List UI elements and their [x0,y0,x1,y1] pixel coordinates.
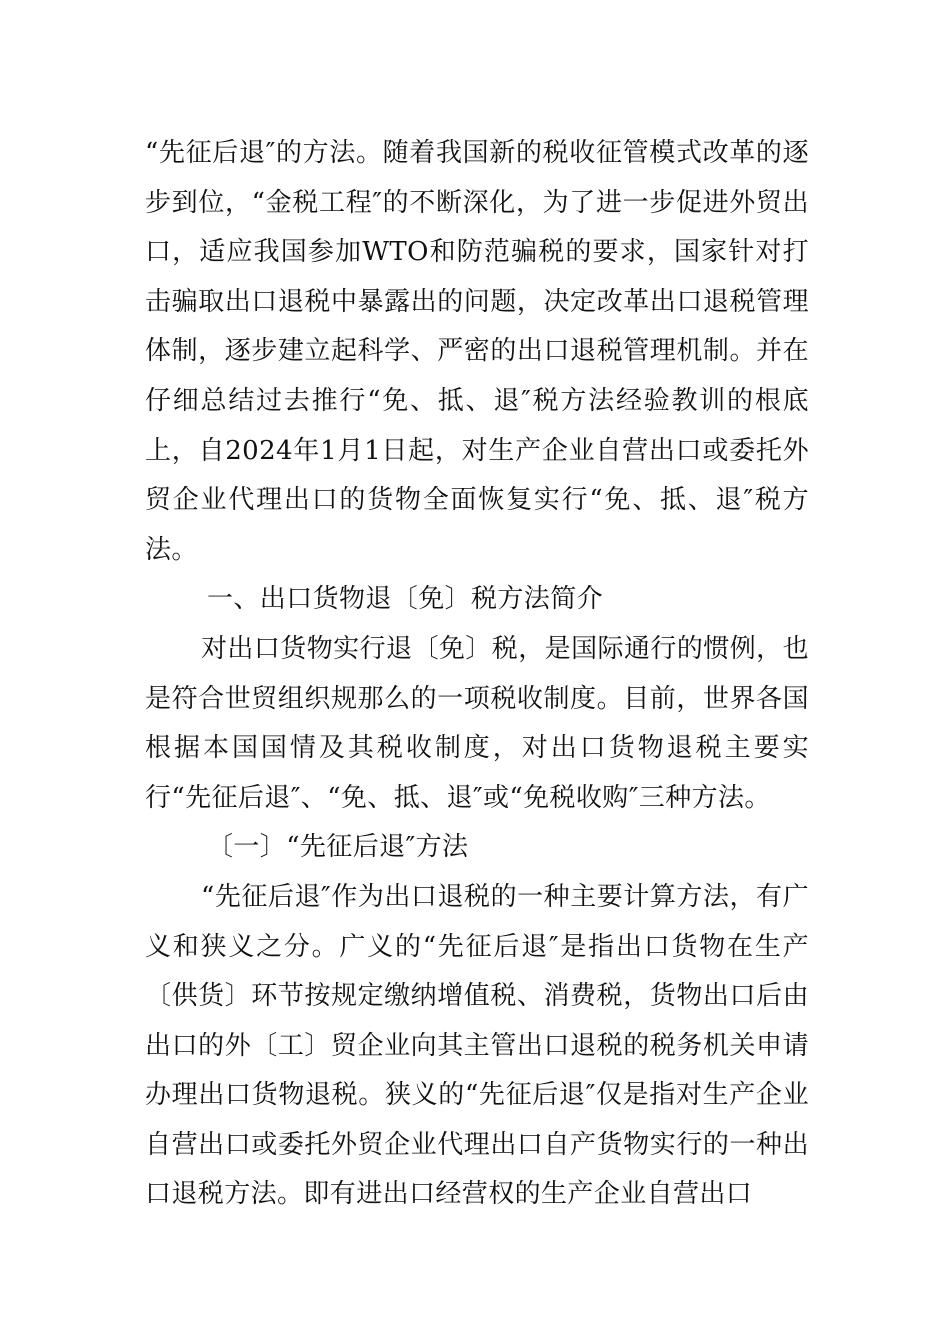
body-paragraph: “先征后退″的方法。随着我国新的税收征管模式改革的逐步到位，“金税工程″的不断深化，为了进一步促进外贸出口，适应我国参加WTO和防范骗税的要求，国家针对打击骗取出口退税中暴露出的问题，决定改革出口退税管理体制，逐步建立起科学、严密的出口退税管理机制。并在仔细总结过去推行“免、抵、退″税方法经验教训的根底上，自2024年1月1日起，对生产企业自营出口或委托外贸企业代理出口的货物全面恢复实行“免、抵、退″税方法。 [145,138,809,565]
body-paragraph: 对出口货物实行退〔免〕税，是国际通行的惯例，也是符合世贸组织规那么的一项税收制度。目前，世界各国根据本国国情及其税收制度，对出口货物退税主要实行“先征后退″、“免、抵、退″或“免税收购″三种方法。 [145,633,809,813]
body-paragraph: “先征后退″作为出口退税的一种主要计算方法，有广义和狭义之分。广义的“先征后退″是指出口货物在生产〔供货〕环节按规定缴纳增值税、消费税，货物出口后由出口的外〔工〕贸企业向其主管出口退税的税务机关申请办理出口货物退税。狭义的“先征后退″仅是指对生产企业自营出口或委托外贸企业代理出口自产货物实行的一种出口退税方法。即有进出口经营权的生产企业自营出口 [145,881,809,1210]
section-heading: 一、出口货物退〔免〕税方法简介 [207,584,604,615]
subsection-heading: 〔一〕“先征后退″方法 [207,832,469,863]
document-body [145,129,809,1220]
